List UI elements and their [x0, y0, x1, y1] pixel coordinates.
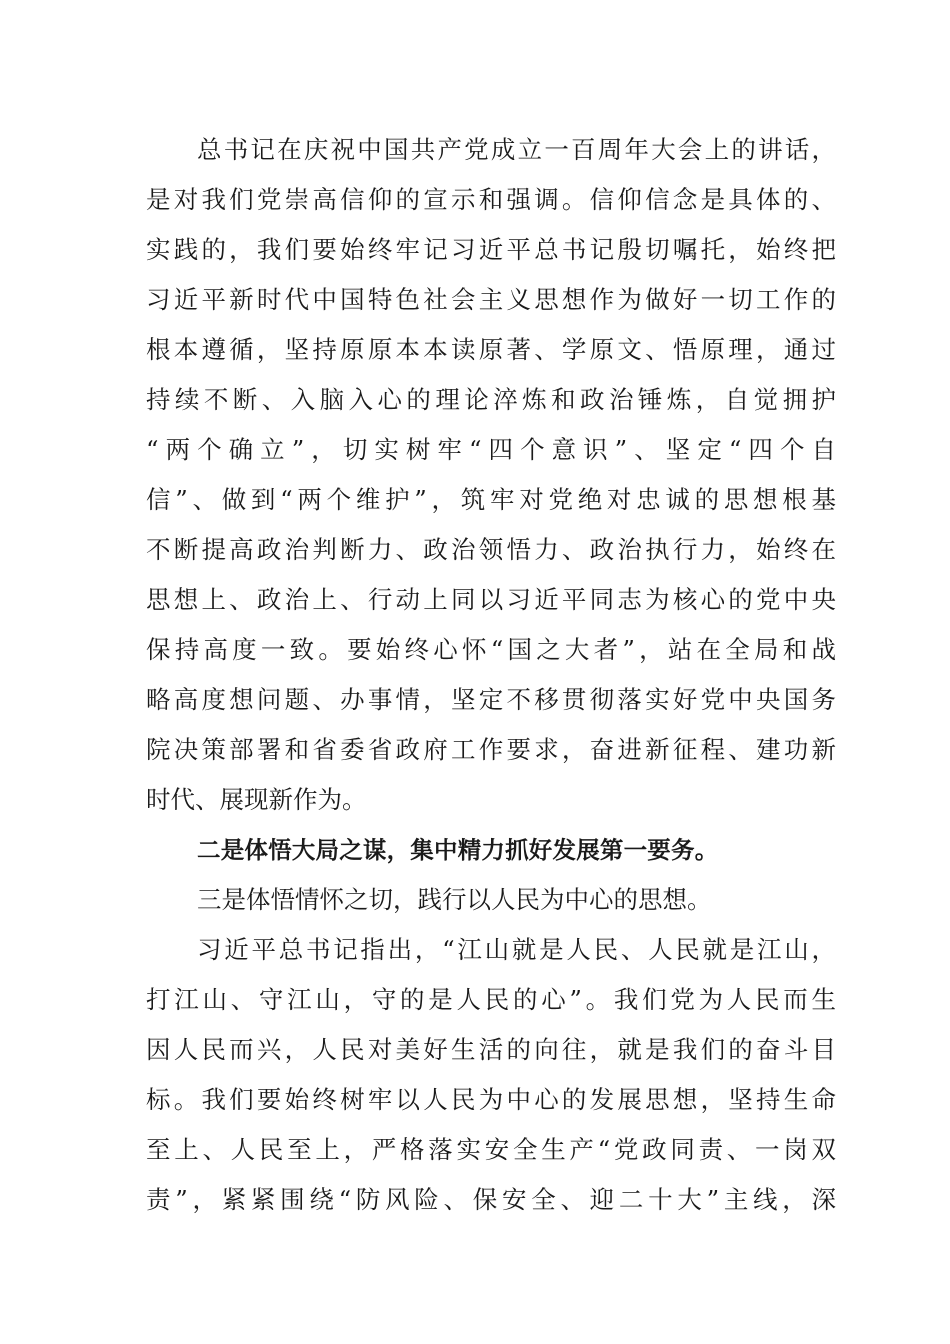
paragraph-1-line-11: 保持高度一致。要始终心怀“国之大者”，站在全局和战 [146, 635, 836, 664]
paragraph-4-line-1: 习近平总书记指出，“江山就是人民、人民就是江山， [197, 935, 836, 964]
paragraph-1-line-2: 是对我们党崇高信仰的宣示和强调。信仰信念是具体的、 [146, 185, 836, 214]
paragraph-1-line-6: 持续不断、入脑入心的理论淬炼和政治锤炼，自觉拥护 [146, 385, 836, 414]
paragraph-1-line-4: 习近平新时代中国特色社会主义思想作为做好一切工作的 [146, 285, 836, 314]
paragraph-1-line-10: 思想上、政治上、行动上同以习近平同志为核心的党中央 [146, 585, 836, 614]
paragraph-1-line-9: 不断提高政治判断力、政治领悟力、政治执行力，始终在 [146, 535, 836, 564]
section-heading-2: 二是体悟大局之谋，集中精力抓好发展第一要务。 [197, 836, 719, 864]
paragraph-1-line-5: 根本遵循，坚持原原本本读原著、学原文、悟原理，通过 [146, 335, 836, 364]
section-heading-3: 三是体悟情怀之切，践行以人民为中心的思想。 [197, 885, 712, 914]
paragraph-4-line-5: 至上、人民至上，严格落实安全生产“党政同责、一岗双 [146, 1135, 836, 1164]
paragraph-4-line-3: 因人民而兴，人民对美好生活的向往，就是我们的奋斗目 [146, 1035, 836, 1064]
paragraph-1-line-3: 实践的，我们要始终牢记习近平总书记殷切嘱托，始终把 [146, 235, 836, 264]
paragraph-1-line-13: 院决策部署和省委省政府工作要求，奋进新征程、建功新 [146, 735, 836, 764]
paragraph-1-line-14: 时代、展现新作为。 [146, 785, 367, 814]
paragraph-4-line-4: 标。我们要始终树牢以人民为中心的发展思想，坚持生命 [146, 1085, 836, 1114]
paragraph-4-line-6: 责”，紧紧围绕“防风险、保安全、迎二十大”主线，深 [146, 1185, 836, 1214]
paragraph-1-line-7: “两个确立”，切实树牢“四个意识”、坚定“四个自 [146, 435, 836, 464]
paragraph-1-line-8: 信”、做到“两个维护”，筑牢对党绝对忠诚的思想根基 [146, 485, 836, 514]
paragraph-1-line-1: 总书记在庆祝中国共产党成立一百周年大会上的讲话， [197, 135, 836, 164]
paragraph-1-line-12: 略高度想问题、办事情，坚定不移贯彻落实好党中央国务 [146, 685, 836, 714]
paragraph-4-line-2: 打江山、守江山，守的是人民的心”。我们党为人民而生 [146, 985, 836, 1014]
